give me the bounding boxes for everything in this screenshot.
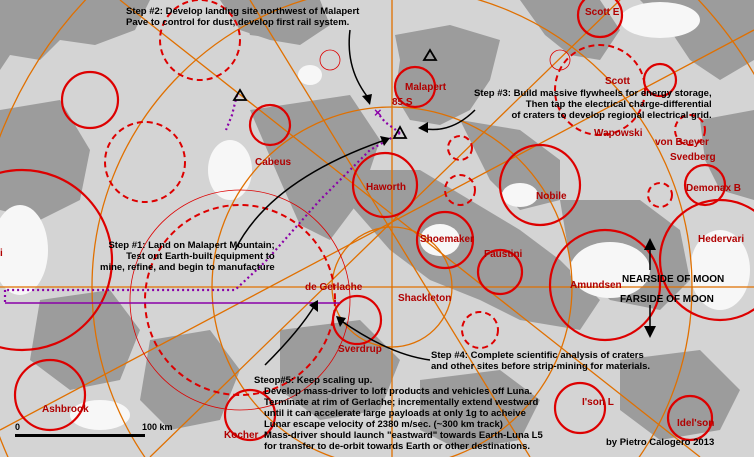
crater-label-scott: Scott (605, 76, 630, 87)
nearside-label: NEARSIDE OF MOON (622, 274, 725, 285)
step-3-note: Step #3: Build massive flywheels for energy storage, Then tap the electrical charge-differential of craters to develop regional electrical grid. (474, 88, 712, 121)
crater-label-malapert: Malapert (405, 82, 447, 93)
scale-bar (15, 434, 145, 437)
scale-label-zero: 0 (15, 422, 21, 432)
crater-label-sverdrup: Sverdrup (338, 344, 382, 355)
author-credit: by Pietro Calogero 2013 (606, 437, 715, 448)
crater-label-amundsen: Amundsen (570, 280, 622, 291)
crater-label-von-baeyer: von Baeyer (655, 137, 709, 148)
crater-label-demonax-b: Demonax B (686, 183, 742, 194)
step-5-note: Steop#5: Keep scaling up. Develop mass-driver to loft products and vehicles off Luna. Terminate at rim of Gerlache; incrementally extend westward until it can accelerate large payloads at only 1g to acheive Lunar escape velocity of 2380 m/sec. (~300 km track) Mass-driver should launch "eastward" towards Earth-Luna L5 for transfer to de-orbit towards Earth or other destinations. (254, 375, 543, 452)
crater-label-ashbrook: Ashbrook (42, 404, 89, 415)
crater-label-wapowski: Wapowski (594, 128, 643, 139)
step-2-note: Step #2: Develop landing site northwest of Malapert Pave to control for dust, develop first rail system. (126, 6, 360, 28)
farside-label: FARSIDE OF MOON (620, 294, 714, 305)
crater-label-kocher: Kocher (224, 430, 259, 441)
step-1-note: Step #1: Land on Malapert Mountain; Test out Earth-built equipment to mine, refine, and begin to manufacture (100, 240, 275, 273)
crater-label-faustini: Faustini (484, 249, 523, 260)
step-4-note: Step #4: Complete scientific analysis of craters and other sites before strip-mining for materials. (431, 350, 651, 372)
crater-label-cabeus: Cabeus (255, 157, 292, 168)
crater-label-haworth: Haworth (366, 182, 406, 193)
crater-label-de-gerlache: de Gerlache (305, 282, 363, 293)
crater-label-shackleton: Shackleton (398, 293, 452, 304)
pole-label: 85 S (392, 97, 413, 108)
crater-label-idelson: Idel'son (677, 418, 715, 429)
crater-label-shoemaker: Shoemaker (420, 234, 474, 245)
scale-label-100km: 100 km (142, 422, 173, 432)
crater-label-svedberg: Svedberg (670, 152, 716, 163)
crater-label-nobile: Nobile (536, 191, 567, 202)
crater-label-ison-l: I'son L (582, 397, 614, 408)
crater-label-scott-e: Scott E (585, 7, 620, 18)
crater-label-edge: i (0, 248, 3, 259)
crater-label-hedervari: Hedervari (698, 234, 745, 245)
pole-marker: × (374, 105, 382, 120)
